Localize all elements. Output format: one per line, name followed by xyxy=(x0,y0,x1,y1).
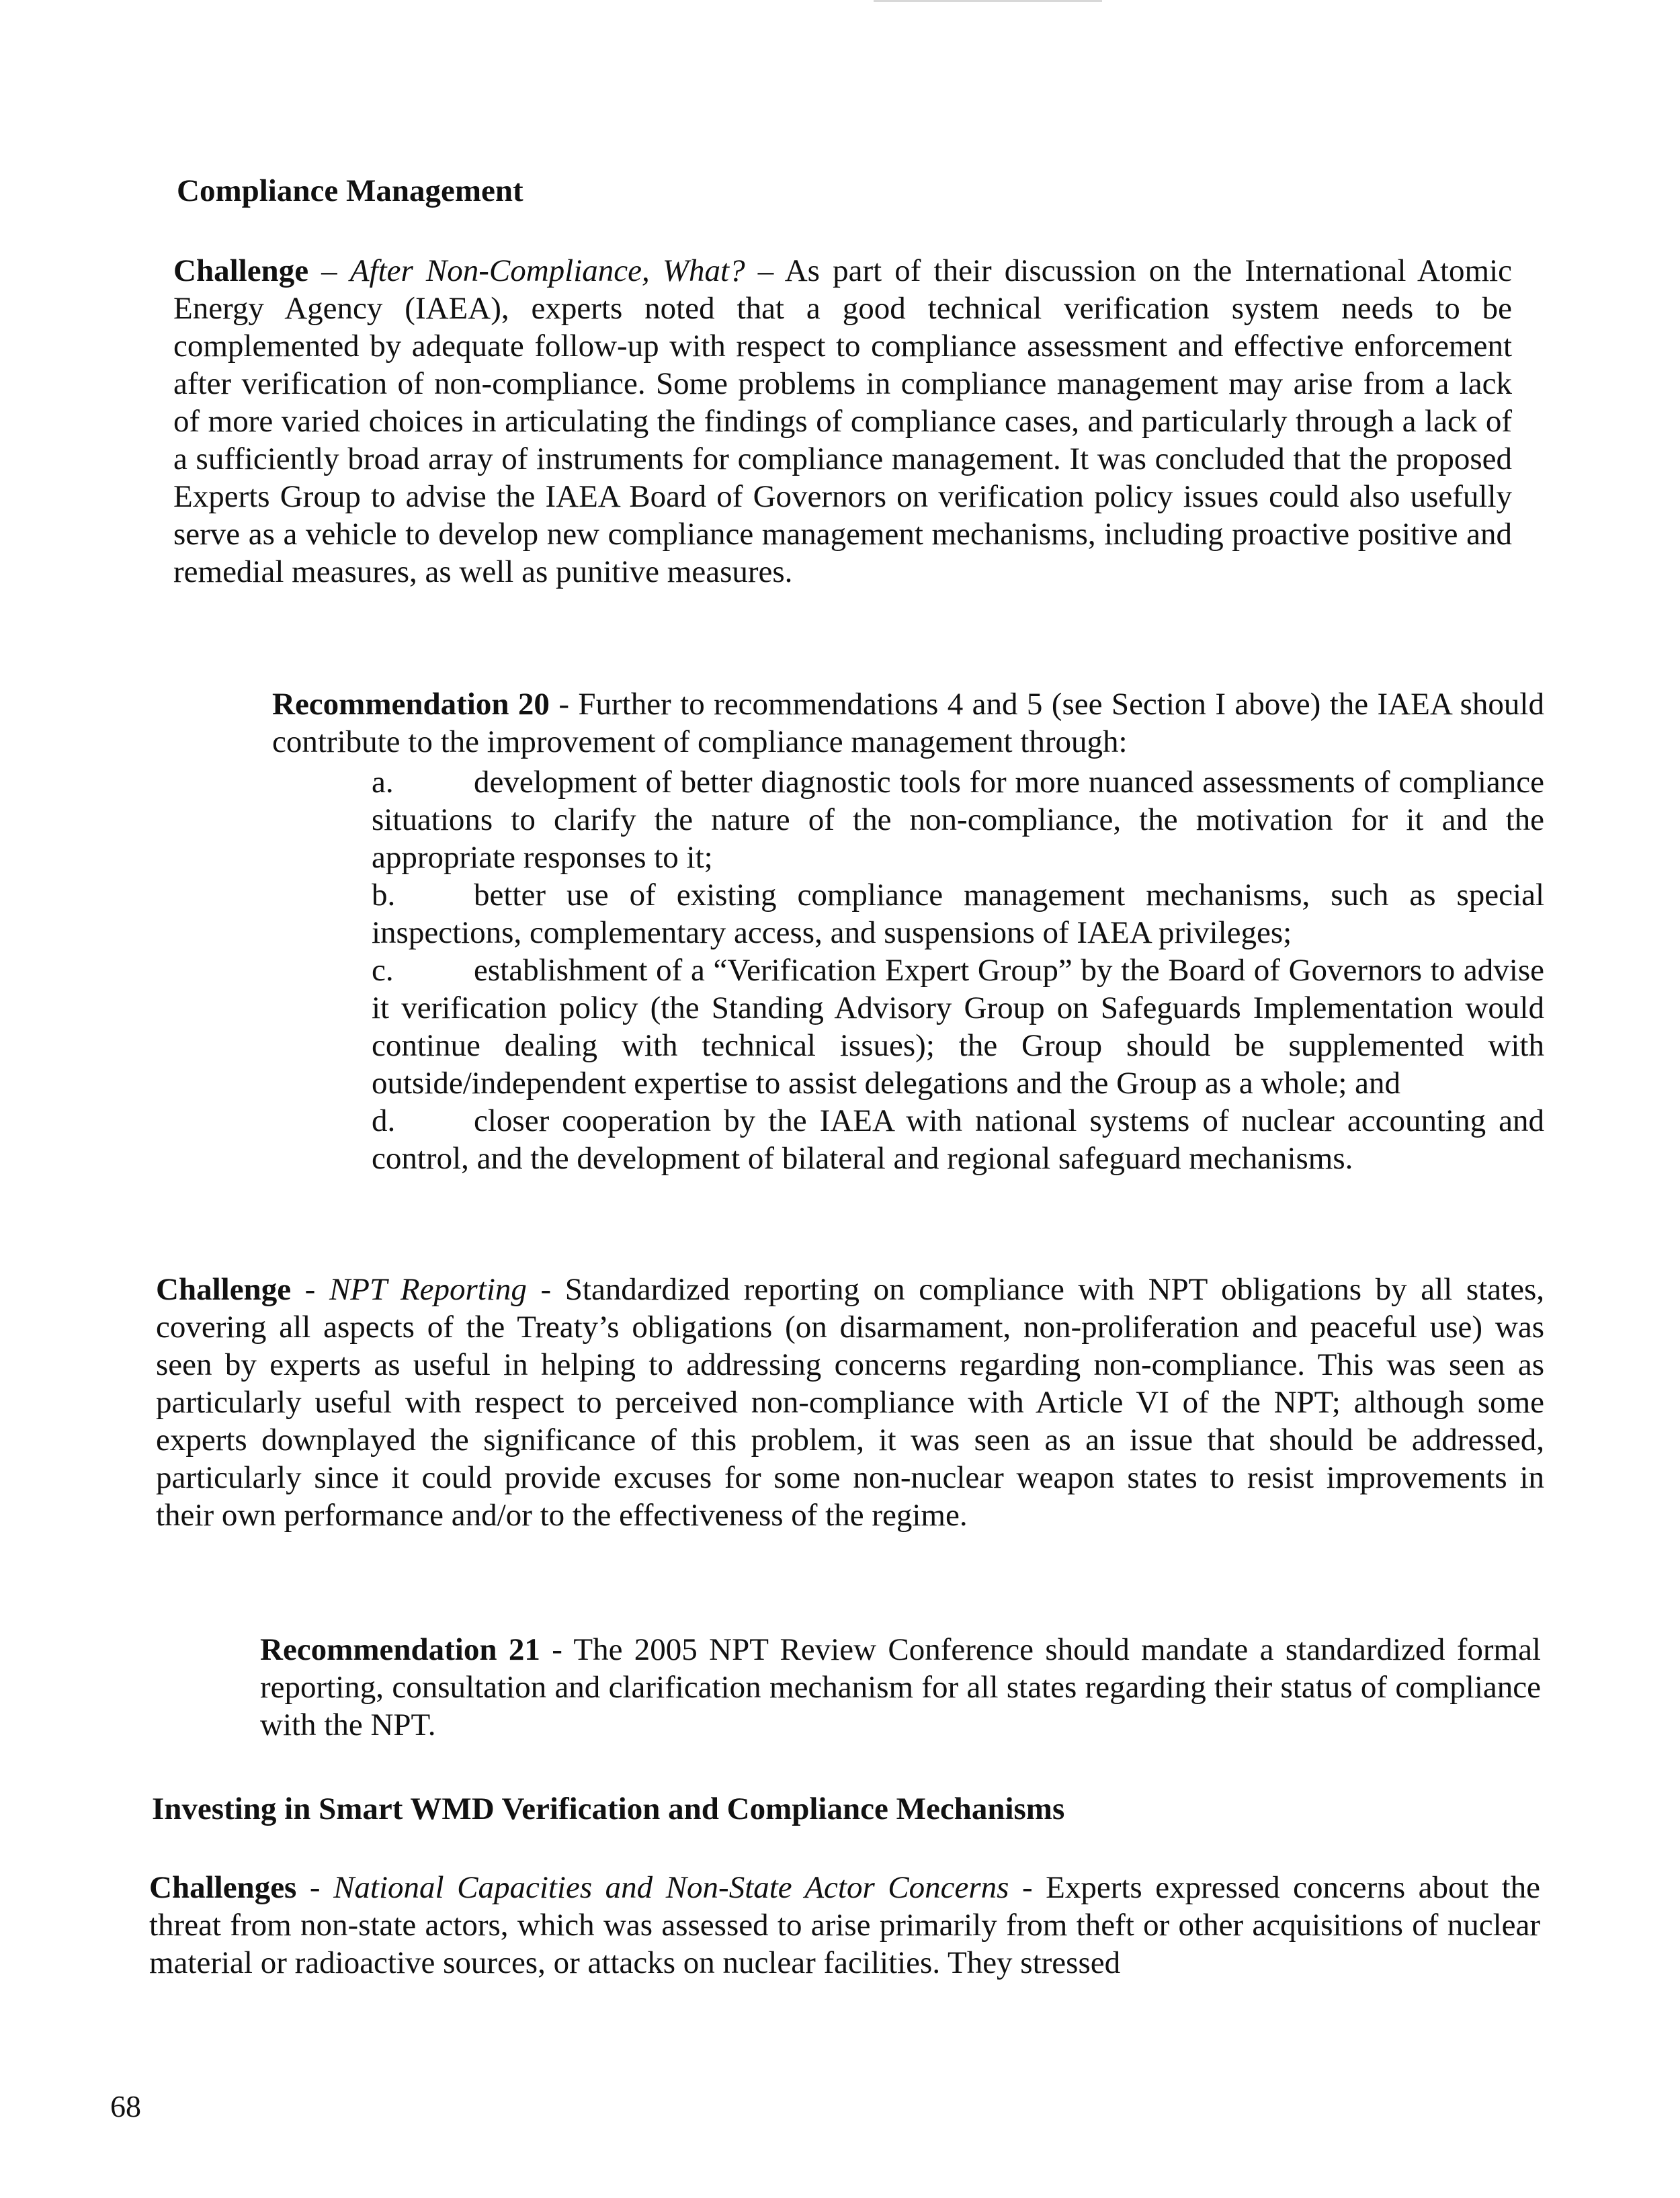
challenge-after-non-compliance: Challenge – After Non-Compliance, What? – As part of their discussion on the International Atomic Energy Agency (IAEA), experts noted that a good technical verification system needs to be complemented by adequate follow-up with respect to compliance assessment and effective enforcement after verification of non-compliance. Some problems in compliance management may arise from a lack of more varied choices in articulating the findings of compliance cases, and particularly through a lack of a sufficiently broad array of instruments for compliance management. It was concluded that the proposed Experts Group to advise the IAEA Board of Governors on verification policy issues could also usefully serve as a vehicle to develop new compliance management mechanisms, including proactive positive and remedial measures, as well as punitive measures. xyxy=(173,253,1512,589)
challenge-npt-reporting: Challenge - NPT Reporting - Standardized reporting on compliance with NPT obligations by all states, covering all aspects of the Treaty’s obligations (on disarmament, non-proliferation and peaceful use) was seen by experts as useful in helping to addressing concerns regarding non-compliance. This was seen as particularly useful with respect to perceived non-compliance with Article VI of the NPT; although some experts downplayed the significance of this problem, it was seen as an issue that should be addressed, particularly since it could provide excuses for some non-nuclear weapon states to resist improvements in their own performance and/or to the effectiveness of the regime. xyxy=(156,1272,1545,1533)
recommendation-20-list xyxy=(372,763,1544,1177)
recommendation-body: - The 2005 NPT Review Conference should mandate a standardized formal reporting, consultation and clarification mechanism for all states regarding their status of compliance with the NPT. xyxy=(260,1632,1541,1742)
challenge-title: After Non-Compliance, What? xyxy=(349,253,745,288)
challenge-body: Experts expressed concerns about the threat from non-state actors, which was assessed to arise primarily from theft or other acquisitions of nuclear material or radioactive sources, or attacks on nuclear facilities. They stressed xyxy=(149,1870,1540,1980)
recommendation-21 xyxy=(260,1631,1541,1744)
challenge-body: As part of their discussion on the International Atomic Energy Agency (IAEA), experts noted that a good technical verification system needs to be complemented by adequate follow-up with respect to compliance assessment and effective enforcement after verification of non-compliance. Some problems in compliance management may arise from a lack of more varied choices in articulating the findings of compliance cases, and particularly through a lack of a sufficiently broad array of instruments for compliance management. It was concluded that the proposed Experts Group to advise the IAEA Board of Governors on verification policy issues could also usefully serve as a vehicle to develop new compliance management mechanisms, including proactive positive and remedial measures, as well as punitive measures. xyxy=(173,253,1512,589)
list-item-c: c. establishment of a “Verification Expert Group” by the Board of Governors to advise it verification policy (the Standing Advisory Group on Safeguards Implementation would continue dealing with technical issues); the Group should be supplemented with outside/independent expertise to assist delegations and the Group as a whole; and xyxy=(372,953,1544,1101)
challenge-title: NPT Reporting xyxy=(329,1272,527,1307)
list-item-d: d. closer cooperation by the IAEA with national systems of nuclear accounting and control, and the development of bilateral and regional safeguard mechanisms. xyxy=(372,1103,1544,1176)
recommendation-20 xyxy=(272,685,1544,761)
list-item-b: b. better use of existing compliance management mechanisms, such as special inspections, complementary access, and suspensions of IAEA privileges; xyxy=(372,878,1544,950)
list-item-a: a. development of better diagnostic tools for more nuanced assessments of compliance situations to clarify the nature of the non-compliance, the motivation for it and the appropriate responses to it; xyxy=(372,765,1544,875)
page-number: 68 xyxy=(110,2089,141,2123)
challenge-label: Challenge xyxy=(156,1272,292,1307)
recommendation-label: Recommendation 20 xyxy=(272,687,550,722)
recommendation-label: Recommendation 21 xyxy=(260,1632,540,1667)
recommendation-body: - Further to recommendations 4 and 5 (see Section I above) the IAEA should contribute to the improvement of compliance management through: xyxy=(272,687,1544,759)
section-heading-compliance-management: Compliance Management xyxy=(177,173,523,208)
challenge-title: National Capacities and Non-State Actor Concerns xyxy=(333,1870,1009,1905)
challenge-label: Challenges xyxy=(149,1870,297,1905)
scan-artifact-line xyxy=(874,0,1102,2)
challenge-national-capacities: Challenges - National Capacities and Non-State Actor Concerns - Experts expressed concerns about the threat from non-state actors, which was assessed to arise primarily from theft or other acquisitions of nuclear material or radioactive sources, or attacks on nuclear facilities. They stressed xyxy=(149,1870,1540,1980)
section-heading-smart-wmd: Investing in Smart WMD Verification and Compliance Mechanisms xyxy=(152,1791,1065,1826)
challenge-label: Challenge xyxy=(173,253,309,288)
challenge-body: Standardized reporting on compliance with NPT obligations by all states, covering all aspects of the Treaty’s obligations (on disarmament, non-proliferation and peaceful use) was seen by experts as useful in helping to addressing concerns regarding non-compliance. This was seen as particularly useful with respect to perceived non-compliance with Article VI of the NPT; although some experts downplayed the significance of this problem, it was seen as an issue that should be addressed, particularly since it could provide excuses for some non-nuclear weapon states to resist improvements in their own performance and/or to the effectiveness of the regime. xyxy=(156,1272,1545,1533)
